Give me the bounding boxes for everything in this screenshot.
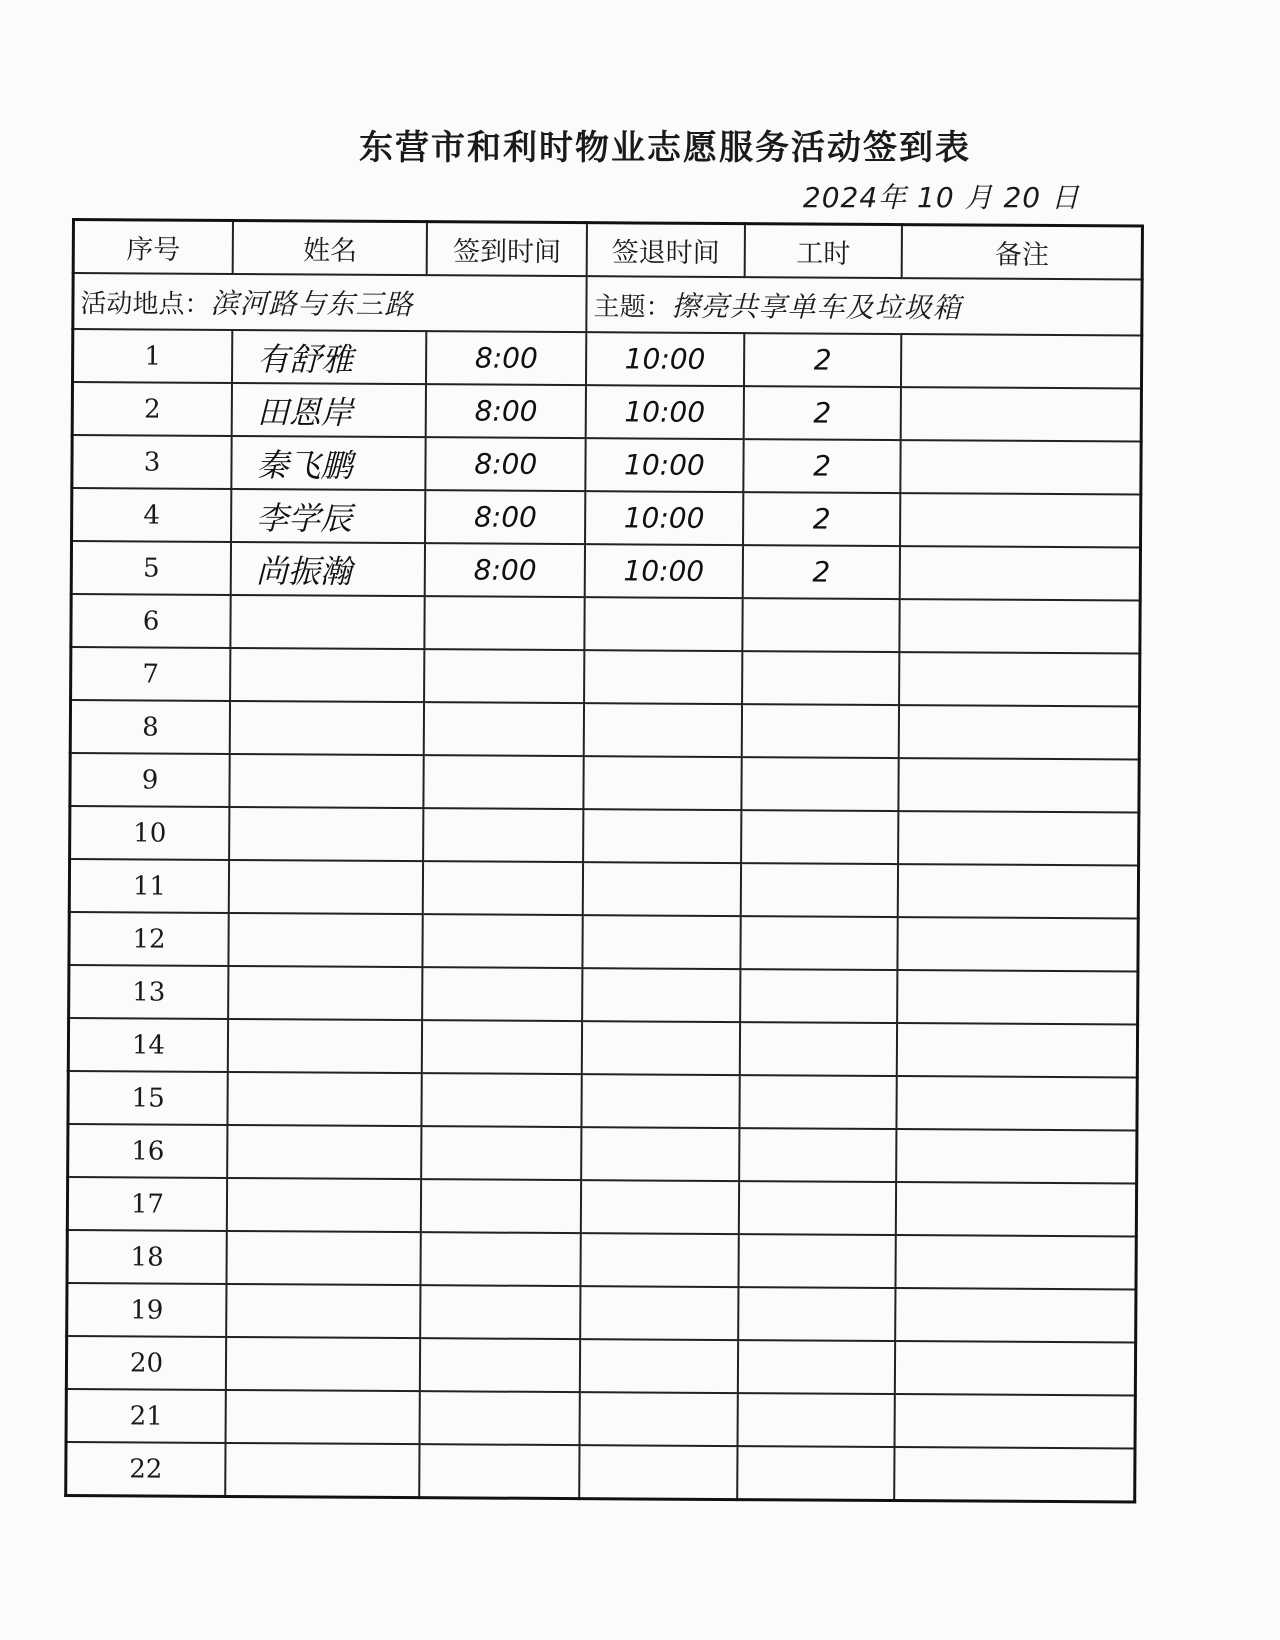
row-note (894, 1447, 1135, 1502)
row-number: 1 (72, 329, 232, 383)
table-row (66, 1389, 1135, 1449)
row-hours (737, 1393, 895, 1447)
row-note (896, 1129, 1137, 1183)
row-number: 22 (66, 1442, 226, 1496)
row-sign-in (420, 1391, 580, 1445)
row-sign-out: 10:00 (585, 438, 743, 492)
table-row (69, 912, 1138, 972)
row-sign-out (580, 1392, 738, 1446)
row-sign-in (420, 1444, 580, 1498)
row-hours: 2 (743, 492, 901, 546)
row-hours (738, 1287, 896, 1341)
row-sign-out (584, 597, 742, 651)
row-note (896, 1235, 1137, 1289)
row-sign-in (422, 1126, 582, 1180)
table-row (72, 488, 1141, 548)
table-row (70, 753, 1139, 813)
row-note (900, 599, 1141, 653)
row-name (227, 1178, 422, 1232)
row-number: 4 (72, 488, 232, 542)
info-row (73, 273, 1142, 336)
row-number: 3 (72, 435, 232, 489)
location-cell (73, 273, 587, 332)
row-sign-out: 10:00 (586, 332, 744, 386)
row-hours (742, 598, 900, 652)
table-row (72, 435, 1141, 495)
row-note (899, 758, 1140, 812)
row-note (900, 546, 1141, 600)
row-sign-out (580, 1286, 738, 1340)
row-note (901, 440, 1142, 494)
row-hours (742, 651, 900, 705)
row-sign-in (422, 1073, 582, 1127)
row-note (898, 864, 1139, 918)
row-number: 16 (68, 1124, 228, 1178)
row-hours: 2 (743, 386, 901, 440)
row-sign-out (581, 1233, 739, 1287)
row-name (229, 807, 424, 861)
row-note (898, 917, 1139, 971)
row-name (226, 1390, 421, 1444)
row-sign-in (421, 1285, 581, 1339)
table-row (70, 700, 1139, 760)
row-number: 10 (70, 806, 230, 860)
row-hours (741, 757, 899, 811)
row-sign-in: 8:00 (425, 543, 585, 597)
row-hours (740, 969, 898, 1023)
table-row (68, 1018, 1137, 1078)
table-row (67, 1177, 1136, 1237)
row-sign-out (583, 915, 741, 969)
row-sign-out: 10:00 (585, 544, 743, 598)
row-name (228, 913, 423, 967)
row-name: 有舒雅 (232, 330, 427, 384)
row-hours (742, 704, 900, 758)
row-name (228, 966, 423, 1020)
col-header-sign-out: 签退时间 (587, 223, 745, 277)
row-number: 13 (69, 965, 229, 1019)
table-row (69, 965, 1138, 1025)
row-note (896, 1182, 1137, 1236)
table-row (71, 594, 1140, 654)
row-sign-in (421, 1232, 581, 1286)
topic-label: 主题： (593, 292, 672, 323)
row-name (227, 1072, 422, 1126)
row-name: 田恩岸 (232, 383, 427, 437)
col-header-no: 序号 (73, 220, 233, 274)
row-sign-out (583, 756, 741, 810)
row-sign-in: 8:00 (426, 331, 586, 385)
table-row (67, 1230, 1136, 1290)
row-sign-out (584, 703, 742, 757)
row-hours (739, 1181, 897, 1235)
row-hours: 2 (744, 333, 902, 387)
row-number: 5 (71, 541, 231, 595)
row-sign-out (582, 1074, 740, 1128)
row-sign-in (423, 914, 583, 968)
row-name (230, 701, 425, 755)
row-number: 11 (69, 859, 229, 913)
row-name (229, 754, 424, 808)
table-row (72, 329, 1141, 389)
row-name (227, 1125, 422, 1179)
row-note (899, 652, 1140, 706)
sign-in-table (64, 218, 1144, 1504)
row-note (899, 705, 1140, 759)
row-hours (741, 863, 899, 917)
row-sign-out (583, 862, 741, 916)
header-row (73, 220, 1142, 280)
table-row (68, 1124, 1137, 1184)
col-header-hours: 工时 (744, 224, 902, 278)
row-note (901, 387, 1142, 441)
row-hours (739, 1128, 897, 1182)
row-sign-in: 8:00 (426, 384, 586, 438)
table-row (68, 1071, 1137, 1131)
row-note (897, 970, 1138, 1024)
row-number: 18 (67, 1230, 227, 1284)
table-row (71, 541, 1140, 601)
topic-value: 擦亮共享单车及垃圾箱 (671, 289, 962, 325)
row-sign-in (421, 1179, 581, 1233)
row-sign-out (581, 1127, 739, 1181)
row-sign-in (425, 596, 585, 650)
row-sign-in (425, 649, 585, 703)
table-row (72, 382, 1141, 442)
row-sign-out: 10:00 (586, 385, 744, 439)
row-number: 19 (67, 1283, 227, 1337)
row-sign-out (584, 650, 742, 704)
row-hours (741, 810, 899, 864)
table-row (66, 1442, 1135, 1502)
row-sign-out (583, 809, 741, 863)
row-number: 20 (66, 1336, 226, 1390)
row-name (228, 1019, 423, 1073)
row-sign-in (424, 702, 584, 756)
row-sign-in: 8:00 (425, 490, 585, 544)
row-sign-in (420, 1338, 580, 1392)
row-name (230, 648, 425, 702)
table-row (67, 1283, 1136, 1343)
col-header-note: 备注 (902, 225, 1143, 280)
row-hours (737, 1446, 895, 1500)
row-name (226, 1337, 421, 1391)
row-note (898, 811, 1139, 865)
row-number: 14 (68, 1018, 228, 1072)
row-hours: 2 (743, 439, 901, 493)
sign-date: 2024年 10 月 20 日 (802, 181, 1080, 214)
row-note (897, 1023, 1138, 1077)
row-hours (740, 1022, 898, 1076)
row-name (227, 1231, 422, 1285)
row-sign-out (582, 1021, 740, 1075)
row-name: 秦飞鹏 (231, 436, 426, 490)
row-sign-out: 10:00 (585, 491, 743, 545)
row-name (229, 860, 424, 914)
row-note (895, 1394, 1136, 1448)
row-sign-in (423, 967, 583, 1021)
location-label: 活动地点： (80, 289, 211, 320)
row-sign-out (580, 1339, 738, 1393)
topic-cell (586, 276, 1142, 335)
row-sign-in (423, 861, 583, 915)
row-number: 6 (71, 594, 231, 648)
row-hours (740, 916, 898, 970)
row-note (900, 493, 1141, 547)
row-name (230, 595, 425, 649)
row-note (901, 334, 1142, 388)
row-number: 2 (72, 382, 232, 436)
row-name: 李学辰 (231, 489, 426, 543)
row-number: 15 (68, 1071, 228, 1125)
table-row (70, 806, 1139, 866)
row-number: 9 (70, 753, 230, 807)
row-number: 8 (70, 700, 230, 754)
col-header-sign-in: 签到时间 (427, 222, 587, 276)
row-sign-in (422, 1020, 582, 1074)
table-row (69, 859, 1138, 919)
row-sign-out (579, 1445, 737, 1499)
location-value: 滨河路与东三路 (210, 286, 414, 322)
row-hours (738, 1340, 896, 1394)
row-sign-in: 8:00 (426, 437, 586, 491)
col-header-name: 姓名 (233, 220, 428, 275)
row-note (897, 1076, 1138, 1130)
row-number: 7 (71, 647, 231, 701)
row-hours (739, 1075, 897, 1129)
row-name: 尚振瀚 (231, 542, 426, 596)
row-name (225, 1443, 420, 1498)
table-row (66, 1336, 1135, 1396)
row-number: 17 (67, 1177, 227, 1231)
row-sign-in (424, 755, 584, 809)
row-number: 21 (66, 1389, 226, 1443)
row-sign-out (582, 968, 740, 1022)
row-name (226, 1284, 421, 1338)
row-sign-out (581, 1180, 739, 1234)
row-sign-in (424, 808, 584, 862)
row-hours (738, 1234, 896, 1288)
row-note (895, 1288, 1136, 1342)
row-hours: 2 (742, 545, 900, 599)
page-title: 东营市和利时物业志愿服务活动签到表 (359, 128, 971, 168)
row-note (895, 1341, 1136, 1395)
table-row (71, 647, 1140, 707)
row-number: 12 (69, 912, 229, 966)
